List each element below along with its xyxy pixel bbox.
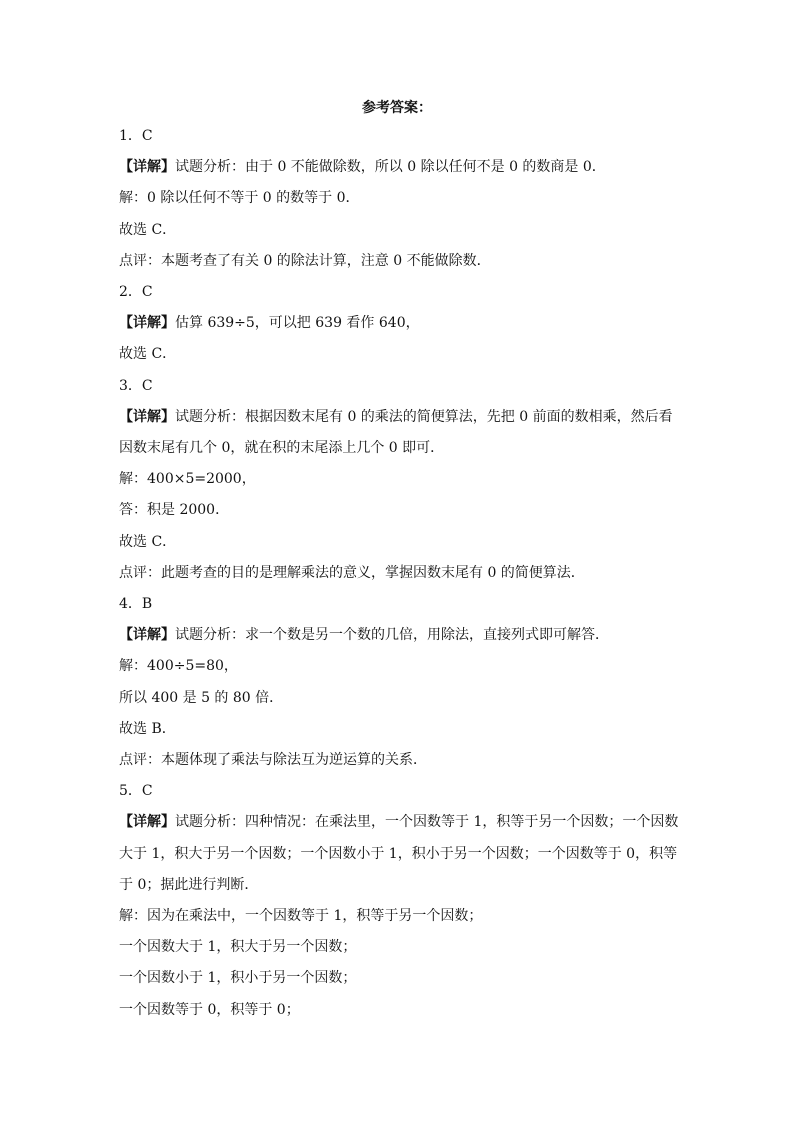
detail-tag: 【详解】	[119, 814, 175, 831]
detail-tag: 【详解】	[119, 627, 175, 644]
answer-line: 答：积是 2000．	[119, 502, 230, 519]
answer-line: 点评：本题考查了有关 0 的除法计算，注意 0 不能做除数．	[119, 252, 491, 269]
answer-list	[119, 121, 679, 1026]
answer-number: 2．C	[119, 284, 153, 301]
answer-detail	[119, 807, 679, 901]
answer-detail	[119, 152, 679, 183]
detail-text: 试题分析：根据因数末尾有 0 的乘法的简便算法，先把 0 前面的数相乘，然后看因数末尾有几个 0，就在积的末尾添上几个 0 即可．	[119, 408, 673, 457]
answer-line: 解：400×5=2000，	[119, 471, 256, 488]
answer-line: 点评：本题体现了乘法与除法互为逆运算的关系．	[119, 752, 427, 769]
answer-number: 5．C	[119, 783, 153, 800]
answer-detail	[119, 620, 679, 651]
detail-tag: 【详解】	[119, 408, 175, 425]
detail-tag: 【详解】	[119, 159, 175, 176]
answer-line: 解：0 除以任何不等于 0 的数等于 0．	[119, 190, 360, 207]
detail-tag: 【详解】	[119, 315, 175, 332]
answer-number: 1．C	[119, 128, 153, 144]
answer-line: 解：400÷5=80，	[119, 658, 238, 675]
page-title: 参考答案：	[362, 100, 432, 116]
answer-line: 点评：此题考查的目的是理解乘法的意义，掌握因数末尾有 0 的简便算法．	[119, 564, 585, 581]
answer-detail	[119, 308, 679, 339]
answer-line: 一个因数大于 1，积大于另一个因数；	[119, 939, 357, 956]
answer-line: 故选 C．	[119, 221, 177, 238]
detail-text: 试题分析：求一个数是另一个数的几倍，用除法，直接列式即可解答．	[175, 627, 609, 644]
detail-text: 估算 639÷5，可以把 639 看作 640，	[175, 315, 420, 332]
answer-line: 一个因数小于 1，积小于另一个因数；	[119, 970, 357, 987]
answer-number: 4．B	[119, 596, 153, 613]
answer-line: 解：因为在乘法中，一个因数等于 1，积等于另一个因数；	[119, 908, 483, 925]
detail-text: 试题分析：四种情况：在乘法里，一个因数等于 1，积等于另一个因数；一个因数大于 1，积大于另一个因数；一个因数小于 1，积小于另一个因数；一个因数等于 0，积等于 0；据此进行判断．	[119, 814, 679, 893]
detail-text: 试题分析：由于 0 不能做除数，所以 0 除以任何不是 0 的数商是 0．	[175, 159, 606, 176]
answer-line: 所以 400 是 5 的 80 倍．	[119, 689, 284, 706]
answer-line: 一个因数等于 0，积等于 0；	[119, 1001, 300, 1018]
answer-line: 故选 C．	[119, 533, 177, 550]
answer-line: 故选 B．	[119, 720, 176, 737]
answer-detail	[119, 402, 679, 464]
answer-number: 3．C	[119, 377, 153, 394]
answer-line: 故选 C．	[119, 346, 177, 363]
